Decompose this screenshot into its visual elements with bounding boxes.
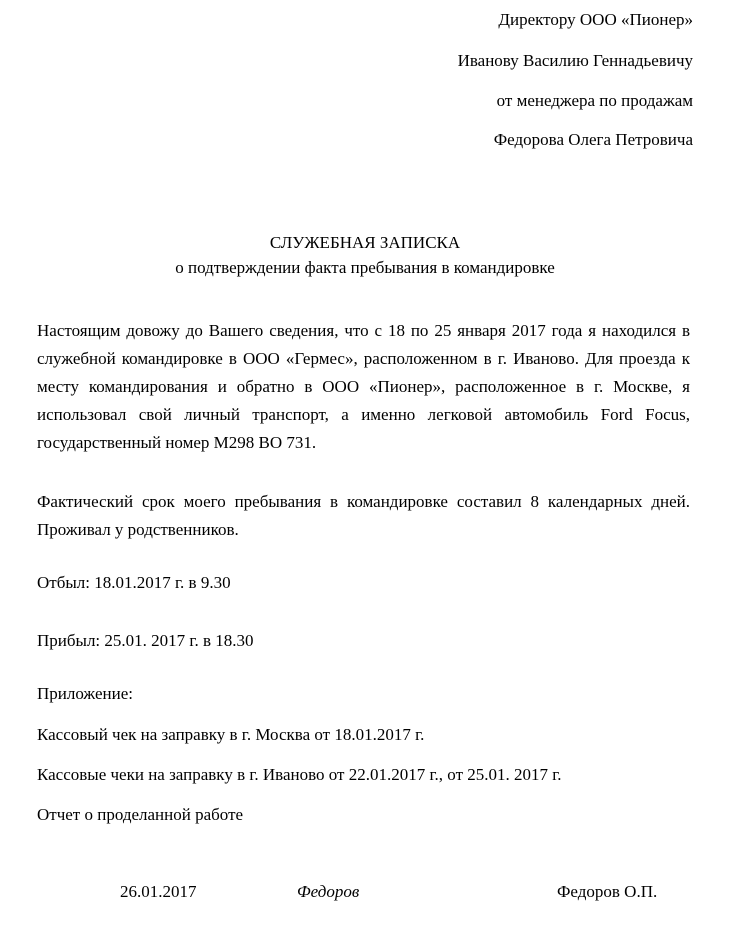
attachment-item: Отчет о проделанной работе — [37, 805, 244, 824]
addressee-line-director: Директору ООО «Пионер» — [498, 10, 693, 29]
document-title: СЛУЖЕБНАЯ ЗАПИСКА — [269, 233, 461, 252]
attachments-heading: Приложение: — [37, 684, 133, 703]
document-subtitle: о подтверждении факта пребывания в командировке — [175, 258, 555, 277]
body-paragraph-1: Настоящим довожу до Вашего сведения, что с 18 по 25 января 2017 года я находился в служебной командировке в ООО «Гермес», расположенном в г. Иваново. Для проезда к месту командирования и обратно в ООО «Пионер», расположенное в г. Москве, я использовал свой личный транспорт, а именно легковой автомобиль Ford Focus, государственный номер М298 ВО 731. — [37, 321, 690, 452]
arrival-line: Прибыл: 25.01. 2017 г. в 18.30 — [37, 631, 254, 650]
addressee-line-sender-name: Федорова Олега Петровича — [493, 130, 693, 149]
attachment-item: Кассовые чеки на заправку в г. Иваново от 22.01.2017 г., от 25.01. 2017 г. — [37, 765, 562, 784]
body-paragraph-2: Фактический срок моего пребывания в командировке составил 8 календарных дней. Проживал у родственников. — [37, 492, 690, 539]
attachment-item: Кассовый чек на заправку в г. Москва от 18.01.2017 г. — [37, 725, 425, 744]
departure-line: Отбыл: 18.01.2017 г. в 9.30 — [37, 573, 231, 592]
signer-name: Федоров О.П. — [557, 882, 658, 901]
signature-date: 26.01.2017 — [120, 882, 197, 901]
addressee-line-director-name: Иванову Василию Геннадьевичу — [457, 51, 693, 70]
handwritten-signature: Федоров — [297, 882, 360, 901]
addressee-line-from: от менеджера по продажам — [496, 91, 693, 110]
